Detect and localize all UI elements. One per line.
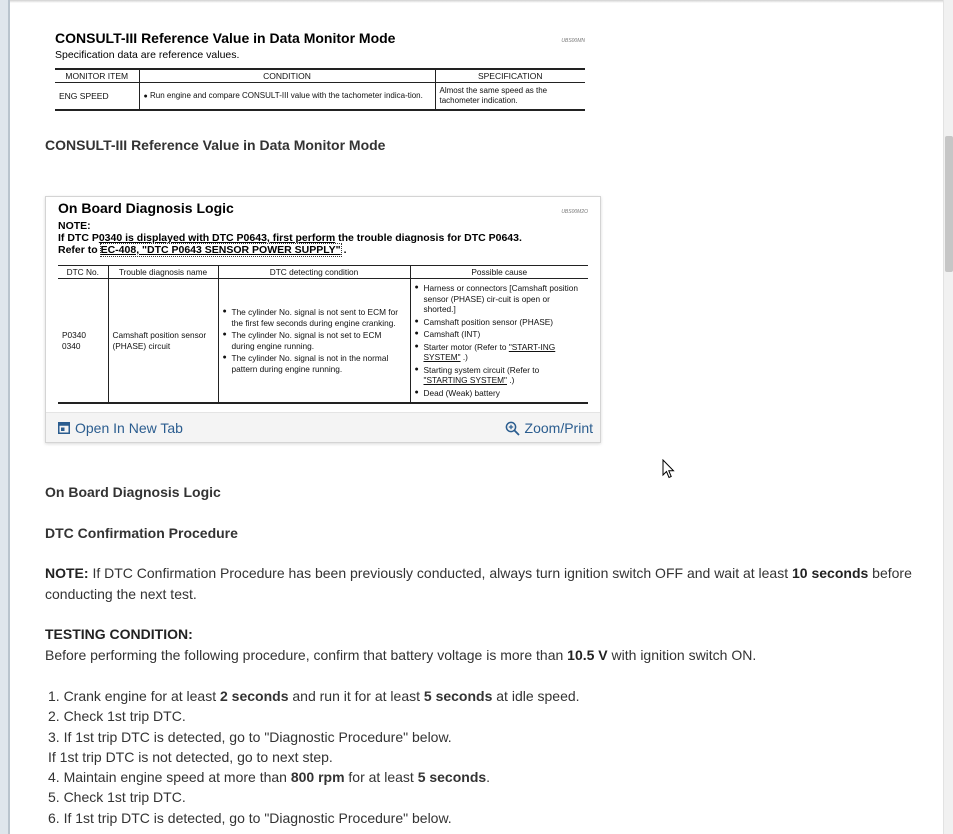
column-header: CONDITION: [139, 69, 435, 83]
note-line: [58, 232, 588, 244]
spec-table: [55, 68, 585, 111]
step-text: 4. Maintain engine speed at more than: [48, 769, 291, 786]
testing-condition-label: TESTING CONDITION:: [45, 626, 193, 642]
list-item-continuation: If 1st trip DTC is not detected, go to next step.: [48, 748, 333, 765]
list-item: 3. If 1st trip DTC is detected, go to "Diagnostic Procedure" below.: [48, 728, 452, 745]
column-header: DTC detecting condition: [218, 266, 410, 279]
figure-title: CONSULT-III Reference Value in Data Monitor Mode: [55, 30, 396, 46]
cause-text: .): [460, 352, 468, 362]
table-header-row: [58, 266, 588, 279]
list-item: ● The cylinder No. signal is not sent to ECM for the first few seconds during engine cranking.: [223, 307, 406, 328]
figure-code: UBS00M2O: [561, 209, 588, 215]
note-text: If DTC Confirmation Procedure has been previously conducted, always turn ignition switch OFF and wait at least: [88, 565, 793, 581]
section-heading-consult: CONSULT-III Reference Value in Data Monitor Mode: [45, 137, 386, 153]
table-row: [58, 279, 588, 404]
condition-cell: ● Run engine and compare CONSULT-III value with the tachometer indica-tion.: [139, 83, 435, 111]
note-label: NOTE:: [45, 565, 89, 581]
note-text-underlined: 0340 is displayed with DTC P0643, first perform: [98, 232, 336, 244]
list-item: ● Camshaft position sensor (PHASE): [415, 317, 585, 328]
zoom-print-label: Zoom/Print: [524, 420, 593, 436]
step-text: 1. Crank engine for at least: [48, 688, 220, 704]
section-heading-obd: On Board Diagnosis Logic: [45, 484, 221, 500]
table-header-row: [55, 69, 585, 83]
figure-title: On Board Diagnosis Logic: [58, 200, 234, 216]
list-item: ● Harness or connectors [Camshaft position sensor (PHASE) cir-cuit is open or shorted.]: [415, 283, 585, 315]
column-header: Trouble diagnosis name: [108, 266, 218, 279]
testing-text: with ignition switch ON.: [607, 647, 757, 663]
list-item: [415, 342, 585, 363]
section-heading-dtc-confirmation: DTC Confirmation Procedure: [45, 525, 238, 541]
list-item: 5. Check 1st trip DTC.: [48, 789, 186, 806]
list-item: ● The cylinder No. signal is not set to ECM during engine running.: [223, 330, 406, 351]
step-text: at idle speed.: [492, 688, 580, 704]
new-tab-icon: [58, 422, 70, 434]
figure-obd-logic: [45, 196, 601, 443]
column-header: DTC No.: [58, 266, 108, 279]
note-text: the trouble diagnosis for DTC P0643.: [335, 232, 522, 244]
step-text: for at least: [344, 769, 418, 786]
note-text: Refer to: [58, 244, 101, 256]
condition-text: Run engine and compare CONSULT-III value with the tachometer indica-tion.: [149, 90, 423, 100]
figure-subtitle: Specification data are reference values.: [55, 49, 240, 61]
list-item: ● Camshaft (INT): [415, 329, 585, 340]
step-emphasis: 800 rpm: [290, 769, 345, 786]
cause-text: .): [507, 375, 515, 385]
testing-emphasis: 10.5 V: [567, 647, 608, 663]
figure-code: UBS00MN: [561, 38, 585, 44]
note-text: If DTC P: [58, 232, 99, 244]
list-item: [45, 767, 925, 787]
zoom-icon: [505, 421, 520, 436]
scrollbar-thumb[interactable]: [945, 136, 953, 272]
specification-cell: Almost the same speed as the tachometer indication.: [435, 83, 585, 111]
testing-condition-paragraph: [45, 624, 925, 666]
note-paragraph: [45, 563, 925, 605]
testing-text: Before performing the following procedure, confirm that battery voltage is more than: [45, 647, 568, 663]
dtc-table: [58, 265, 588, 404]
zoom-print-button[interactable]: [505, 420, 593, 436]
list-item: ● Dead (Weak) battery: [415, 388, 585, 399]
starting-system-link[interactable]: "STARTING SYSTEM": [423, 375, 507, 385]
step-emphasis: 5 seconds: [423, 688, 493, 704]
note-label: NOTE:: [58, 220, 91, 232]
cause-text: Starting system circuit (Refer to: [423, 364, 540, 375]
column-header: SPECIFICATION: [435, 69, 585, 83]
step-emphasis: 2 seconds: [220, 688, 289, 704]
starting-system-link[interactable]: "START-ING SYSTEM": [423, 341, 556, 362]
possible-cause-cell: [410, 279, 588, 404]
note-reference-link[interactable]: EC-408, "DTC P0643 SENSOR POWER SUPPLY": [100, 244, 341, 256]
list-item: [415, 365, 585, 386]
list-item: 6. If 1st trip DTC is detected, go to "Diagnostic Procedure" below.: [48, 809, 452, 826]
figure-consult-reference: [55, 30, 585, 114]
note-text: before conducting the next test.: [45, 565, 912, 602]
list-item: 2. Check 1st trip DTC.: [48, 708, 186, 725]
open-in-new-tab-label: Open In New Tab: [75, 420, 183, 436]
list-item: ● The cylinder No. signal is not in the normal pattern during engine running.: [223, 353, 406, 374]
detecting-condition-cell: [218, 279, 410, 404]
figure-image: [58, 199, 588, 411]
top-shadow: [10, 0, 943, 3]
table-row: [55, 83, 585, 111]
column-header: Possible cause: [410, 266, 588, 279]
cause-text: Starter motor (Refer to: [423, 341, 509, 352]
mouse-cursor-icon: [662, 459, 676, 479]
left-panel-edge: [0, 0, 10, 834]
step-emphasis: 5 seconds: [417, 769, 487, 786]
vertical-scrollbar[interactable]: [943, 0, 953, 834]
note-text: .: [340, 244, 347, 256]
dtc-number-cell: P0340 0340: [58, 279, 108, 404]
trouble-name-cell: Camshaft position sensor (PHASE) circuit: [108, 279, 218, 404]
procedure-steps: [45, 686, 925, 828]
open-in-new-tab-button[interactable]: [58, 420, 183, 436]
step-text: .: [486, 769, 491, 786]
note-line: [58, 244, 588, 256]
monitor-item-cell: ENG SPEED: [55, 83, 139, 111]
note-emphasis: 10 seconds: [792, 565, 869, 581]
list-item: [45, 686, 925, 706]
column-header: MONITOR ITEM: [55, 69, 139, 83]
figure-toolbar: [46, 412, 600, 442]
step-text: and run it for at least: [288, 688, 424, 704]
